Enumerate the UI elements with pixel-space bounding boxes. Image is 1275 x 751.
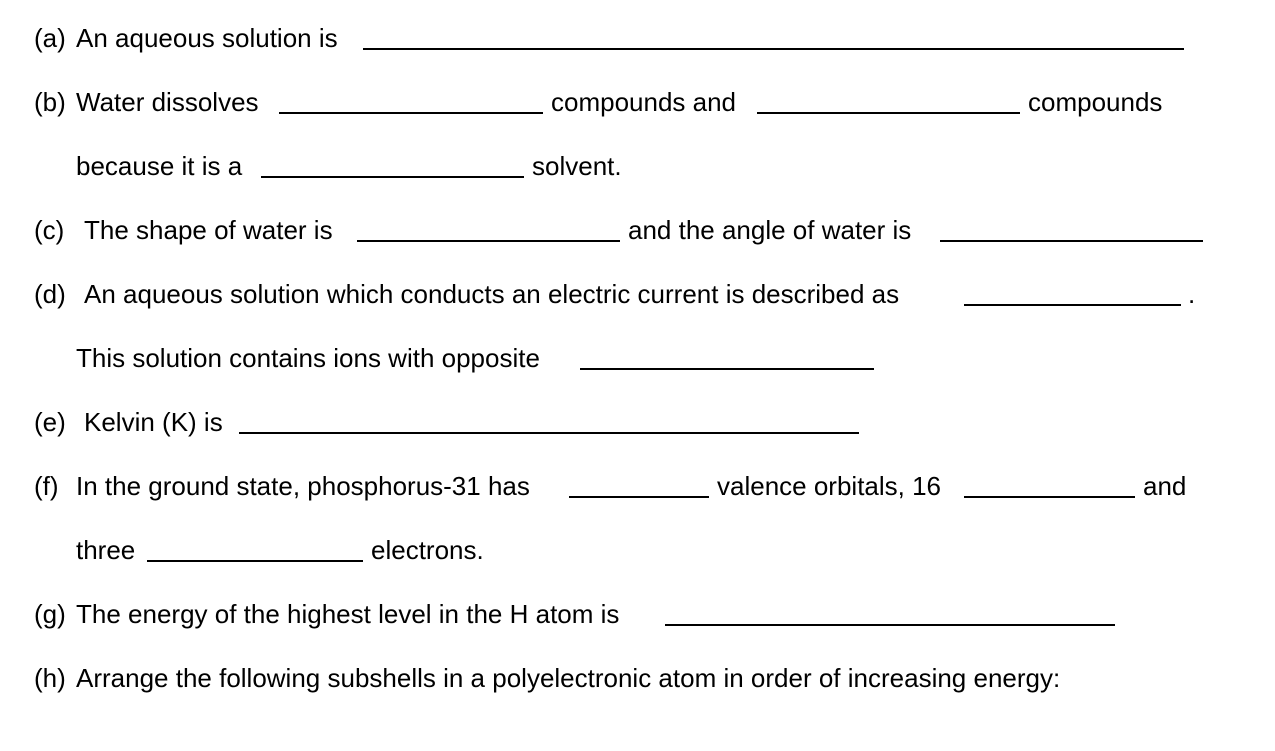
question-text: because it is a bbox=[76, 151, 243, 181]
question-f-continued bbox=[0, 530, 1275, 570]
question-text: The energy of the highest level in the H atom is bbox=[76, 599, 620, 629]
question-b-continued bbox=[0, 146, 1275, 186]
answer-blank[interactable] bbox=[363, 48, 1184, 50]
question-h bbox=[0, 658, 1275, 698]
question-label: (g) bbox=[34, 599, 66, 629]
question-text: Arrange the following subshells in a polyelectronic atom in order of increasing energy: bbox=[76, 663, 1061, 693]
question-text: Kelvin (K) is bbox=[84, 407, 223, 437]
answer-blank[interactable] bbox=[261, 176, 524, 178]
question-e bbox=[0, 402, 1275, 442]
question-text: and bbox=[1143, 471, 1187, 501]
answer-blank[interactable] bbox=[964, 304, 1181, 306]
answer-blank[interactable] bbox=[357, 240, 620, 242]
answer-blank[interactable] bbox=[279, 112, 543, 114]
question-label: (c) bbox=[34, 215, 65, 245]
question-d bbox=[0, 274, 1275, 314]
answer-blank[interactable] bbox=[757, 112, 1020, 114]
question-f bbox=[0, 466, 1275, 506]
question-c bbox=[0, 210, 1275, 250]
question-g bbox=[0, 594, 1275, 634]
question-text: An aqueous solution which conducts an electric current is described as bbox=[84, 279, 900, 309]
question-text: three bbox=[76, 535, 136, 565]
answer-blank[interactable] bbox=[580, 368, 874, 370]
question-text: . bbox=[1188, 279, 1196, 309]
question-text: An aqueous solution is bbox=[76, 23, 338, 53]
question-text: This solution contains ions with opposite bbox=[76, 343, 540, 373]
question-text: valence orbitals, 16 bbox=[717, 471, 942, 501]
answer-blank[interactable] bbox=[569, 496, 709, 498]
answer-blank[interactable] bbox=[940, 240, 1203, 242]
answer-blank[interactable] bbox=[147, 560, 363, 562]
question-text: The shape of water is bbox=[84, 215, 333, 245]
question-text: compounds bbox=[1028, 87, 1163, 117]
question-label: (d) bbox=[34, 279, 66, 309]
question-label: (b) bbox=[34, 87, 66, 117]
question-text: In the ground state, phosphorus-31 has bbox=[76, 471, 530, 501]
question-label: (a) bbox=[34, 23, 66, 53]
answer-blank[interactable] bbox=[964, 496, 1135, 498]
question-text: and the angle of water is bbox=[628, 215, 912, 245]
question-text: Water dissolves bbox=[76, 87, 259, 117]
question-label: (f) bbox=[34, 471, 59, 501]
question-label: (h) bbox=[34, 663, 66, 693]
question-text: electrons. bbox=[371, 535, 484, 565]
question-d-continued bbox=[0, 338, 1275, 378]
answer-blank[interactable] bbox=[239, 432, 859, 434]
question-b bbox=[0, 82, 1275, 122]
question-text: solvent. bbox=[532, 151, 622, 181]
answer-blank[interactable] bbox=[665, 624, 1115, 626]
question-a bbox=[0, 18, 1275, 58]
question-text: compounds and bbox=[551, 87, 737, 117]
question-label: (e) bbox=[34, 407, 66, 437]
